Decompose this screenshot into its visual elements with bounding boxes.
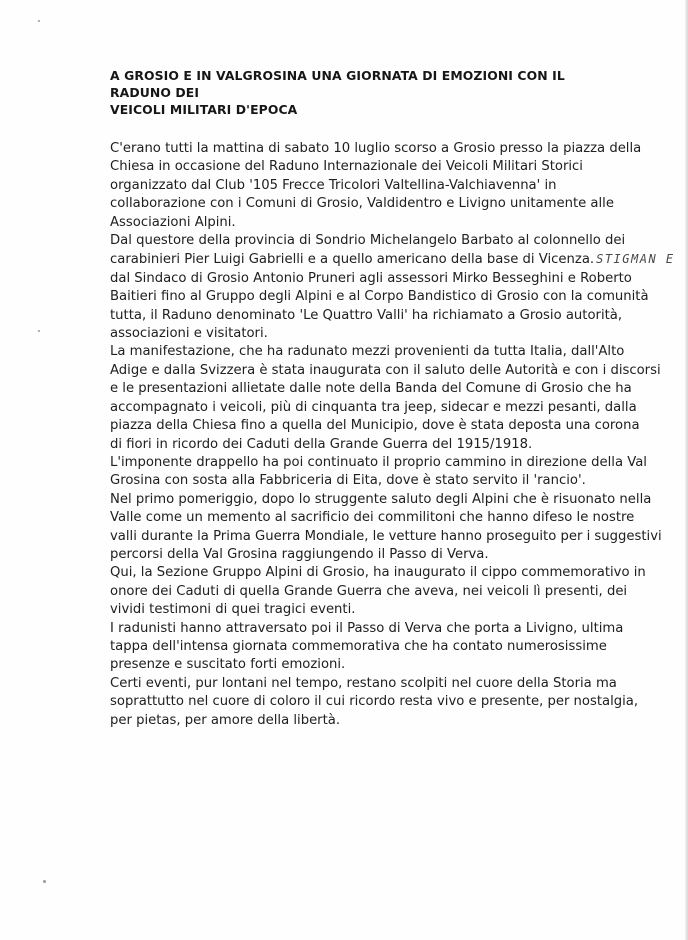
body-line: percorsi della Val Grosina raggiungendo il Passo di Verva. [110,546,489,562]
body-line: Valle come un memento al sacrificio dei commilitoni che hanno difeso le nostre [110,510,635,526]
body-line: La manifestazione, che ha radunato mezzi provenienti da tutta Italia, dall'Alto [110,344,625,360]
body-line: Baitieri fino al Gruppo degli Alpini e al Corpo Bandistico di Grosio con la comunità [110,289,649,305]
scan-speck [38,330,40,332]
body-line: collaborazione con i Comuni di Grosio, Valdidentro e Livigno unitamente alle [110,196,614,212]
body-line: accompagnato i veicoli, più di cinquanta tra jeep, sidecar e mezzi pesanti, dalla [110,399,637,415]
article [110,67,675,730]
body-line: C'erano tutti la mattina di sabato 10 luglio scorso a Grosio presso la piazza della [110,141,642,156]
body-line [110,250,675,269]
body-line: valli durante la Prima Guerra Mondiale, le vetture hanno proseguito per i suggestivi [110,528,662,544]
body-line: di fiori in ricordo dei Caduti della Grande Guerra del 1915/1918. [110,436,533,452]
body-line: organizzato dal Club '105 Frecce Tricolori Valtellina-Valchiavenna' in [110,177,557,193]
body-line-text: carabinieri Pier Luigi Gabrielli e a quello americano della base di Vicenza. [110,252,595,268]
body-line: Chiesa in occasione del Raduno Internazionale dei Veicoli Militari Storici [110,159,583,175]
body-line: vividi testimoni di quei tragici eventi. [110,602,356,618]
body-line: Associazioni Alpini. [110,214,236,230]
body-line: I radunisti hanno attraversato poi il Passo di Verva che porta a Livigno, ultima [110,620,624,636]
body-line: tappa dell'intensa giornata commemorativa che ha contato numerosissime [110,638,607,654]
body-line: onore dei Caduti di quella Grande Guerra che aveva, nei veicoli lì presenti, dei [110,583,628,599]
title-line: VEICOLI MILITARI D'EPOCA [110,102,298,117]
body-line: associazioni e visitatori. [110,326,268,342]
body-line: presenze e suscitato forti emozioni. [110,657,346,673]
body-line: Qui, la Sezione Gruppo Alpini di Grosio, ha inaugurato il cippo commemorativo in [110,565,646,581]
body-line: Dal questore della provincia di Sondrio Michelangelo Barbato al colonnello dei [110,233,626,249]
title-line: A GROSIO E IN VALGROSINA UNA GIORNATA DI EMOZIONI CON IL RADUNO DEI [110,68,565,100]
body-line: Grosina con sosta alla Fabbriceria di Eita, dove è stato servito il 'rancio'. [110,473,586,489]
body-line: Adige e dalla Svizzera è stata inaugurata con il saluto delle Autorità e con i discorsi [110,362,661,378]
body-line: per pietas, per amore della libertà. [110,712,341,728]
article-title [110,67,630,118]
body-line: soprattutto nel cuore di coloro il cui ricordo resta vivo e presente, per nostalgia, [110,694,639,710]
article-body [110,140,675,730]
handwritten-note: STIGMAN E [596,252,675,267]
body-line: Certi eventi, pur lontani nel tempo, restano scolpiti nel cuore della Storia ma [110,675,617,691]
body-line: Nel primo pomeriggio, dopo lo struggente saluto degli Alpini che è risuonato nella [110,491,652,507]
body-line: e le presentazioni allietate dalle note della Banda del Comune di Grosio che ha [110,381,632,397]
scan-speck [43,880,46,883]
body-line: dal Sindaco di Grosio Antonio Pruneri agli assessori Mirko Besseghini e Roberto [110,270,632,286]
body-line: piazza della Chiesa fino a quella del Municipio, dove è stata deposta una corona [110,418,640,434]
body-line: L'imponente drappello ha poi continuato il proprio cammino in direzione della Val [110,454,647,470]
body-line: tutta, il Raduno denominato 'Le Quattro Valli' ha richiamato a Grosio autorità, [110,307,623,323]
scan-speck [38,20,40,22]
